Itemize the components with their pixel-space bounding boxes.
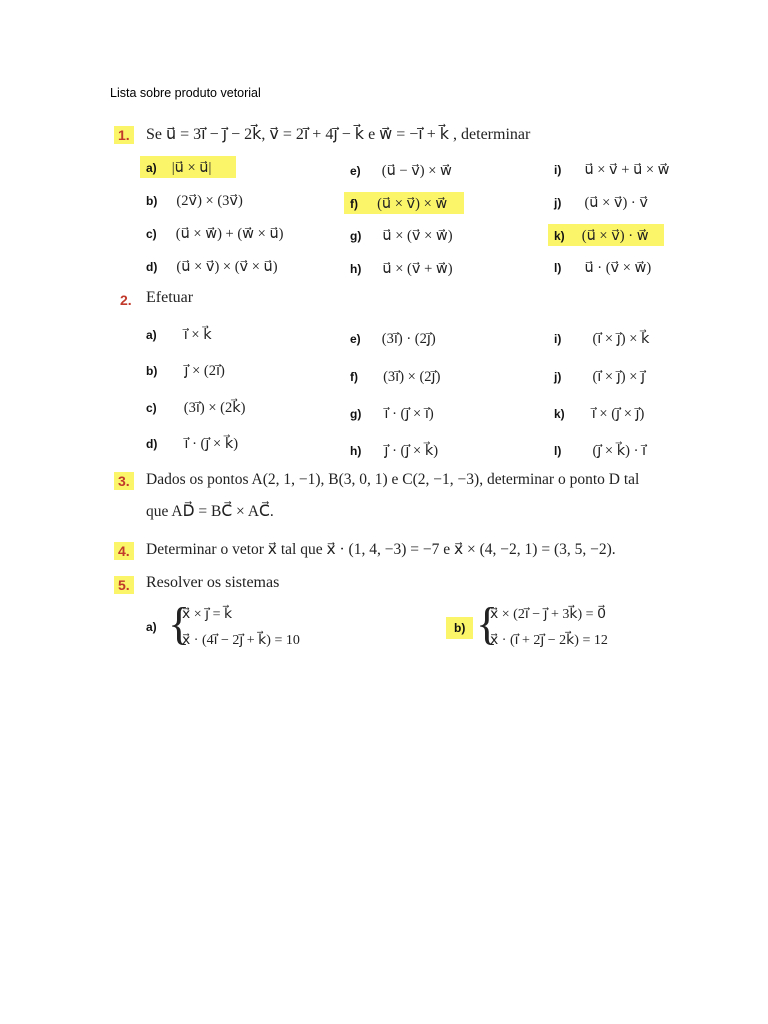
item-label: g) <box>350 407 362 421</box>
item-expression: j⃗ · (j⃗ × k⃗) <box>384 443 439 459</box>
item-expression: (u⃗ − v⃗) × w⃗ <box>381 163 452 179</box>
item-label: i) <box>554 332 562 346</box>
item-expression: (u⃗ × v⃗) · v⃗ <box>584 195 648 211</box>
item-label: a) <box>146 161 157 175</box>
item-expression: (u⃗ × w⃗) + (w⃗ × u⃗) <box>175 226 284 242</box>
q1-item-c <box>146 223 283 243</box>
item-label: b) <box>146 194 158 208</box>
item-expression: (i⃗ × j⃗) × k⃗ <box>592 331 650 347</box>
q1-item-e <box>350 160 452 180</box>
q1-item-b <box>146 190 243 210</box>
item-expression: (3i⃗) × (2j⃗) <box>383 369 441 385</box>
question-5-number: 5. <box>114 576 134 594</box>
item-expression: (3i⃗) × (2k⃗) <box>183 400 246 416</box>
document-title: Lista sobre produto vetorial <box>110 86 261 100</box>
left-brace-icon: { <box>168 598 191 649</box>
question-4-statement: Determinar o vetor x⃗ tal que x⃗ · (1, 4, −3) = −7 e x⃗ × (4, −2, 1) = (3, 5, −2). <box>146 541 616 558</box>
question-2-number: 2. <box>120 292 132 308</box>
question-2-statement: Efetuar <box>146 289 194 306</box>
q2-item-e <box>350 328 436 348</box>
item-expression: (u⃗ × v⃗) × (v⃗ × u⃗) <box>176 259 278 275</box>
q2-item-l <box>554 440 646 460</box>
q5-system-b-equation-1: x⃗ × (2i⃗ − j⃗ + 3k⃗) = 0⃗ <box>490 607 606 622</box>
question-3-number: 3. <box>114 472 134 490</box>
item-expression: j⃗ × (2i⃗) <box>184 363 225 379</box>
item-expression: (2v⃗) × (3v⃗) <box>176 193 243 209</box>
item-expression: u⃗ · (v⃗ × w⃗) <box>584 260 652 276</box>
item-label: d) <box>146 437 158 451</box>
item-expression: u⃗ × (v⃗ + w⃗) <box>382 261 453 277</box>
q2-item-a <box>146 324 212 344</box>
question-5-statement: Resolver os sistemas <box>146 574 280 591</box>
q1-item-a <box>140 156 236 178</box>
q2-item-f <box>350 366 440 386</box>
item-expression: i⃗ × k⃗ <box>183 327 212 343</box>
q2-item-j <box>554 366 645 386</box>
item-label: f) <box>350 370 358 384</box>
item-expression: |u⃗ × u⃗| <box>171 160 212 176</box>
item-label: g) <box>350 229 362 243</box>
q2-item-b <box>146 360 225 380</box>
item-label: j) <box>554 196 562 210</box>
item-expression: (i⃗ × j⃗) × j⃗ <box>592 369 646 385</box>
q2-item-k <box>554 403 644 423</box>
q1-item-g <box>350 225 453 245</box>
item-expression: (j⃗ × k⃗) · i⃗ <box>592 443 647 459</box>
item-expression: i⃗ · (j⃗ × k⃗) <box>184 436 239 452</box>
item-label: i) <box>554 163 562 177</box>
item-label: j) <box>554 370 562 384</box>
item-expression: (u⃗ × v⃗) · w⃗ <box>581 228 649 244</box>
q2-item-d <box>146 433 238 453</box>
item-expression: i⃗ · (j⃗ × i⃗) <box>384 406 434 422</box>
q5-system-b-equation-2: x⃗ · (i⃗ + 2j⃗ − 2k⃗) = 12 <box>490 633 608 648</box>
question-3-line-2: que AD⃗ = BC⃗ × AC⃗. <box>146 503 274 520</box>
q1-item-j <box>554 192 648 212</box>
item-label: d) <box>146 260 158 274</box>
q1-item-d <box>146 256 278 276</box>
item-expression: (u⃗ × v⃗) × w⃗ <box>377 196 448 212</box>
item-label: e) <box>350 164 361 178</box>
item-label: c) <box>146 227 157 241</box>
item-expression: u⃗ × (v⃗ × w⃗) <box>382 228 453 244</box>
q1-item-f <box>344 192 464 214</box>
q1-item-h <box>350 258 453 278</box>
item-label: l) <box>554 444 562 458</box>
question-1-statement: Se u⃗ = 3i⃗ − j⃗ − 2k⃗, v⃗ = 2i⃗ + 4j⃗ − k⃗ e w⃗ = −i⃗ + k⃗ , determinar <box>146 126 531 143</box>
item-expression: u⃗ × v⃗ + u⃗ × w⃗ <box>584 162 670 178</box>
question-4-number: 4. <box>114 542 134 560</box>
item-label: b) <box>146 364 158 378</box>
item-label: k) <box>554 407 565 421</box>
item-expression: (3i⃗) · (2j⃗) <box>381 331 436 347</box>
q5-system-a-equation-1: x⃗ × j⃗ = k⃗ <box>182 607 233 622</box>
question-1-number: 1. <box>114 126 134 144</box>
item-expression: i⃗ × (j⃗ × j⃗) <box>591 406 645 422</box>
q2-item-h <box>350 440 438 460</box>
q1-item-k <box>548 224 664 246</box>
q2-item-i <box>554 328 649 348</box>
item-label: h) <box>350 444 362 458</box>
q2-item-c <box>146 397 245 417</box>
question-3-line-1: Dados os pontos A(2, 1, −1), B(3, 0, 1) e C(2, −1, −3), determinar o ponto D tal <box>146 471 640 488</box>
item-label: a) <box>146 328 157 342</box>
q5-system-a-label: a) <box>146 620 157 634</box>
left-brace-icon: { <box>476 598 499 649</box>
q5-system-a-equation-2: x⃗ · (4i⃗ − 2j⃗ + k⃗) = 10 <box>182 633 300 648</box>
q1-item-i <box>554 159 670 179</box>
item-label: c) <box>146 401 157 415</box>
q2-item-g <box>350 403 434 423</box>
item-label: f) <box>350 197 358 211</box>
q5-system-b-label: b) <box>446 617 473 639</box>
item-label: l) <box>554 261 562 275</box>
item-label: h) <box>350 262 362 276</box>
item-label: k) <box>554 229 565 243</box>
q1-item-l <box>554 257 651 277</box>
item-label: e) <box>350 332 361 346</box>
